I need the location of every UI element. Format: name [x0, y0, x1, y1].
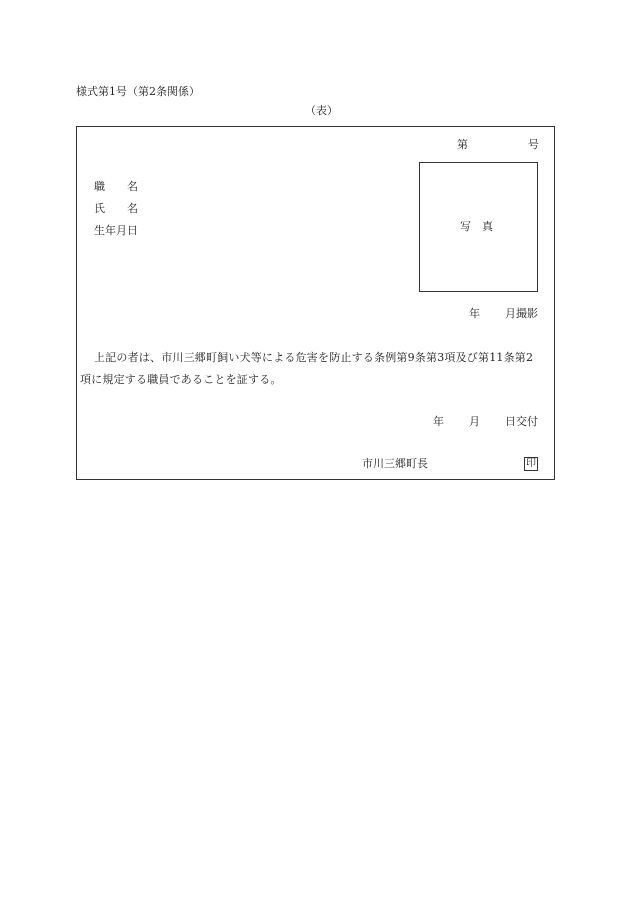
number-suffix: 号	[528, 138, 539, 151]
seal-mark: 印	[526, 458, 536, 469]
photo-year: 年	[469, 307, 480, 320]
job-title-label: 職 名	[94, 180, 138, 193]
birth-date-label: 生年月日	[94, 224, 138, 237]
number-prefix: 第	[457, 138, 468, 151]
issue-month: 月	[469, 415, 480, 428]
issuer-name: 市川三郷町長	[362, 457, 428, 470]
certification-line-1: 上記の者は、市川三郷町飼い犬等による危害を防止する条例第9条第3項及び第11条第2	[94, 351, 534, 364]
side-label: （表）	[305, 104, 338, 117]
certification-line-2: 項に規定する職員であることを証する。	[80, 373, 282, 386]
form-title: 様式第1号（第2条関係）	[76, 85, 200, 98]
photo-label: 写 真	[460, 220, 493, 233]
issue-day: 日交付	[505, 415, 538, 428]
photo-month-taken: 月撮影	[505, 307, 538, 320]
issue-year: 年	[433, 415, 444, 428]
name-label: 氏 名	[94, 202, 138, 215]
